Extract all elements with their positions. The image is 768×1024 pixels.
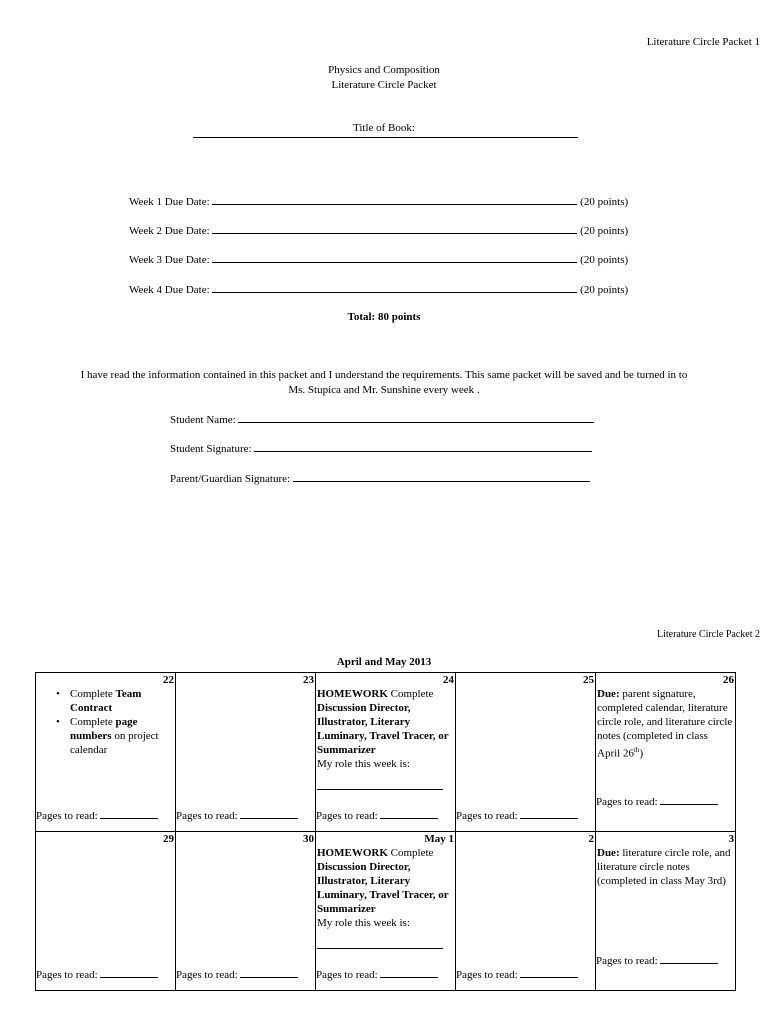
- pages-to-read-label: Pages to read:: [596, 955, 658, 967]
- pages-to-read: [176, 968, 298, 982]
- parent-signature-row: [170, 471, 590, 485]
- ordinal-suffix: th: [633, 746, 640, 754]
- pages-to-read-line[interactable]: [380, 809, 438, 819]
- day-content: [37, 687, 173, 757]
- due-date-label: Week 2 Due Date:: [129, 225, 210, 237]
- due-text-end: ): [639, 747, 644, 760]
- pages-to-read: [456, 809, 578, 823]
- page1-header: Literature Circle Packet 1: [646, 36, 760, 48]
- homework-label: HOMEWORK: [317, 688, 388, 700]
- acknowledgement-statement: [0, 368, 768, 398]
- day-content: [317, 846, 453, 949]
- day-number: 22: [163, 674, 174, 686]
- pages-to-read-line[interactable]: [660, 954, 718, 964]
- student-name-line[interactable]: [238, 412, 594, 423]
- due-date-week-3: [129, 252, 628, 266]
- calendar-day-26: [596, 673, 736, 832]
- pages-to-read: [456, 968, 578, 982]
- day-number: 25: [583, 674, 594, 686]
- parent-signature-label: Parent/Guardian Signature:: [170, 473, 291, 485]
- statement-line-2: Ms. Stupica and Mr. Sunshine every week .: [288, 384, 480, 396]
- student-signature-row: [170, 441, 592, 455]
- calendar-day-29: [36, 832, 176, 991]
- day-content: [597, 846, 733, 888]
- day-number: 2: [588, 833, 594, 845]
- parent-signature-line[interactable]: [293, 471, 590, 482]
- day-number: 26: [723, 674, 734, 686]
- task-list: [37, 687, 173, 757]
- pages-to-read-line[interactable]: [660, 795, 718, 805]
- due-label: Due:: [597, 847, 620, 859]
- pages-to-read-line[interactable]: [100, 809, 158, 819]
- student-name-row: [170, 412, 594, 426]
- due-label: Due:: [597, 688, 620, 700]
- task-text: on project calendar: [70, 730, 159, 756]
- pages-to-read: [36, 809, 158, 823]
- pages-to-read-label: Pages to read:: [316, 810, 378, 822]
- book-title-label: Title of Book:: [353, 122, 415, 134]
- student-signature-label: Student Signature:: [170, 443, 252, 455]
- task-item: [70, 687, 173, 715]
- due-date-week-1: [129, 194, 628, 208]
- student-name-label: Student Name:: [170, 414, 236, 426]
- calendar-week-row: [36, 832, 736, 991]
- task-text: Complete: [70, 716, 116, 728]
- packet-title: Literature Circle Packet: [331, 79, 437, 91]
- task-bold: Team Contract: [70, 688, 142, 714]
- due-date-points: (20 points): [580, 196, 629, 208]
- role-prompt: My role this week is:: [317, 758, 410, 770]
- role-line[interactable]: [317, 771, 443, 790]
- day-content: [317, 687, 453, 790]
- due-date-line[interactable]: [212, 194, 577, 205]
- due-date-points: (20 points): [580, 225, 629, 237]
- pages-to-read: [596, 954, 718, 968]
- pages-to-read: [176, 809, 298, 823]
- due-date-label: Week 3 Due Date:: [129, 254, 210, 266]
- homework-text: Complete: [387, 688, 434, 700]
- pages-to-read: [36, 968, 158, 982]
- pages-to-read-line[interactable]: [520, 809, 578, 819]
- due-date-line[interactable]: [212, 282, 577, 293]
- pages-to-read-line[interactable]: [240, 968, 298, 978]
- pages-to-read-label: Pages to read:: [316, 969, 378, 981]
- due-text: literature circle role, and literature circle notes (completed in class May 3rd): [597, 847, 731, 887]
- due-date-line[interactable]: [212, 252, 577, 263]
- due-text: parent signature, completed calendar, literature circle role, and literature circle notes (completed in class April 26: [597, 688, 733, 760]
- role-options: Discussion Director, Illustrator, Literary Luminary, Travel Tracer, or Summarizer: [317, 861, 449, 915]
- pages-to-read-label: Pages to read:: [36, 969, 98, 981]
- due-date-label: Week 4 Due Date:: [129, 284, 210, 296]
- due-date-points: (20 points): [580, 254, 629, 266]
- due-date-week-2: [129, 223, 628, 237]
- day-number: 30: [303, 833, 314, 845]
- calendar-day-2: [456, 832, 596, 991]
- homework-text: Complete: [387, 847, 434, 859]
- day-number: 3: [728, 833, 734, 845]
- due-date-week-4: [129, 282, 628, 296]
- project-calendar: [35, 672, 736, 991]
- homework-label: HOMEWORK: [317, 847, 388, 859]
- statement-line-1: I have read the information contained in this packet and I understand the requirements. This same packet will be saved and be turned in to: [80, 369, 688, 381]
- day-number: May 1: [424, 833, 454, 845]
- document-title: [0, 63, 768, 93]
- pages-to-read-label: Pages to read:: [176, 810, 238, 822]
- day-number: 24: [443, 674, 454, 686]
- day-content: [597, 687, 733, 761]
- due-date-line[interactable]: [212, 223, 577, 234]
- calendar-day-3: [596, 832, 736, 991]
- task-item: [70, 715, 173, 757]
- due-date-points: (20 points): [580, 284, 629, 296]
- pages-to-read-label: Pages to read:: [596, 796, 658, 808]
- calendar-day-23: [176, 673, 316, 832]
- pages-to-read-label: Pages to read:: [36, 810, 98, 822]
- day-number: 23: [303, 674, 314, 686]
- calendar-day-30: [176, 832, 316, 991]
- page2-header: Literature Circle Packet 2: [656, 629, 760, 640]
- role-prompt: My role this week is:: [317, 917, 410, 929]
- calendar-title: April and May 2013: [336, 656, 432, 668]
- day-number: 29: [163, 833, 174, 845]
- calendar-week-row: [36, 673, 736, 832]
- pages-to-read-label: Pages to read:: [456, 969, 518, 981]
- pages-to-read: [316, 809, 438, 823]
- role-options: Discussion Director, Illustrator, Literary Luminary, Travel Tracer, or Summarizer: [317, 702, 449, 756]
- pages-to-read-label: Pages to read:: [176, 969, 238, 981]
- calendar-day-25: [456, 673, 596, 832]
- pages-to-read-label: Pages to read:: [456, 810, 518, 822]
- role-line[interactable]: [317, 930, 443, 949]
- book-title-line[interactable]: [193, 137, 578, 138]
- due-date-label: Week 1 Due Date:: [129, 196, 210, 208]
- pages-to-read-line[interactable]: [240, 809, 298, 819]
- pages-to-read-line[interactable]: [100, 968, 158, 978]
- course-title: Physics and Composition: [328, 64, 440, 76]
- student-signature-line[interactable]: [254, 441, 592, 452]
- task-bold: page numbers: [70, 716, 138, 742]
- total-points: Total: 80 points: [347, 311, 421, 323]
- task-text: Complete: [70, 688, 116, 700]
- pages-to-read-line[interactable]: [380, 968, 438, 978]
- calendar-day-22: [36, 673, 176, 832]
- pages-to-read-line[interactable]: [520, 968, 578, 978]
- pages-to-read: [316, 968, 438, 982]
- calendar-day-24: [316, 673, 456, 832]
- calendar-day-may-1: [316, 832, 456, 991]
- pages-to-read: [596, 795, 718, 809]
